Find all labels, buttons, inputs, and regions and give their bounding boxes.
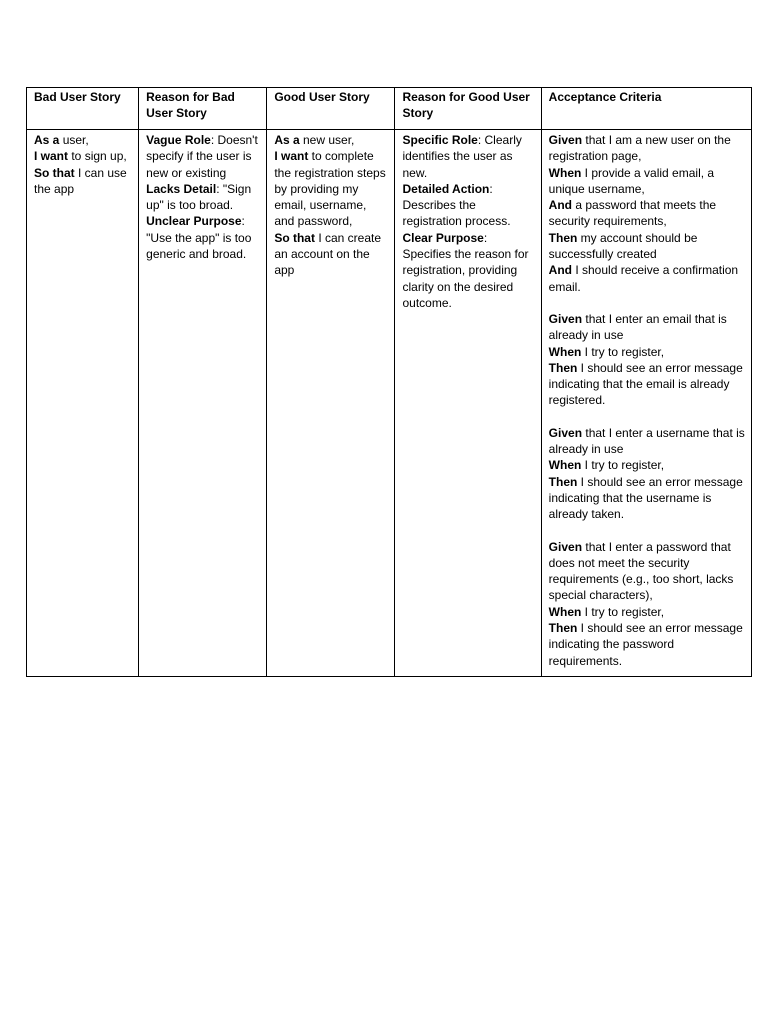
keyword: And	[548, 198, 572, 213]
criteria-line	[549, 262, 745, 295]
keyword: Then	[548, 621, 578, 636]
keyword: I want	[274, 149, 309, 164]
keyword: Given	[548, 425, 583, 440]
keyword: As a	[34, 133, 60, 147]
line-text: my account should be successfully created	[548, 230, 698, 262]
reason-line	[402, 181, 534, 230]
bad-story-line	[34, 132, 132, 148]
reason-title: Clear Purpose	[402, 230, 484, 245]
line-text: that I enter a username that is already in use	[548, 425, 745, 457]
header-good-user-story: Good User Story	[267, 88, 395, 130]
line-text: to complete the registration steps by providing my email, username, and password,	[274, 149, 386, 229]
scenario-block	[549, 539, 745, 669]
keyword: When	[548, 344, 582, 359]
line-text: I should receive a confirmation email.	[548, 263, 739, 294]
header-acceptance-criteria: Acceptance Criteria	[541, 88, 751, 130]
keyword: And	[548, 263, 572, 278]
line-text: that I am a new user on the registration page,	[548, 133, 731, 164]
scenario-block	[549, 311, 745, 409]
criteria-line	[549, 474, 745, 523]
header-reason-for-good: Reason for Good User Story	[395, 88, 541, 130]
table-header-row	[27, 88, 752, 130]
line-text: I should see an error message indicating the password requirements.	[548, 621, 743, 668]
line-text: I can create an account on the app	[274, 230, 382, 278]
reason-line	[146, 181, 260, 214]
reason-text: : Specifies the reason for registration, providing clarity on the desired outcome.	[402, 230, 529, 310]
cell-acceptance-criteria	[541, 130, 751, 677]
criteria-line	[549, 197, 745, 230]
reason-title: Vague Role	[146, 133, 211, 147]
line-text: a password that meets the security requirements,	[548, 198, 717, 229]
criteria-line	[549, 344, 745, 360]
keyword: As a	[274, 133, 300, 147]
keyword: I want	[34, 149, 69, 164]
keyword: So that	[274, 230, 315, 245]
reason-title: Detailed Action	[402, 181, 490, 196]
line-text: I try to register,	[581, 458, 665, 473]
keyword: Then	[548, 360, 578, 375]
user-story-table	[26, 87, 752, 677]
line-text: that I enter an email that is already in use	[548, 311, 727, 343]
keyword: When	[548, 604, 582, 619]
scenario-block	[549, 132, 745, 295]
line-text: I provide a valid email, a unique username,	[548, 165, 715, 196]
reason-text: : "Use the app" is too generic and broad.	[146, 214, 252, 262]
line-text: to sign up,	[68, 149, 127, 164]
line-text: I can use the app	[34, 165, 127, 196]
reason-text: : Describes the registration process.	[402, 181, 511, 229]
criteria-line	[549, 620, 745, 669]
reason-text: : "Sign up" is too broad.	[146, 181, 252, 213]
reason-text: : Clearly identifies the user as new.	[402, 133, 522, 180]
criteria-line	[549, 311, 745, 344]
keyword: So that	[34, 165, 75, 180]
keyword: When	[548, 458, 582, 473]
keyword: When	[548, 165, 582, 180]
line-text: I should see an error message indicating that the username is already taken.	[548, 474, 743, 522]
bad-story-line	[34, 165, 132, 198]
table-row	[27, 130, 752, 677]
reason-title: Specific Role	[402, 133, 478, 147]
scenario-block	[549, 425, 745, 523]
reason-line	[146, 132, 260, 181]
criteria-line	[549, 230, 745, 263]
line-text: that I enter a password that does not meet the security requirements (e.g., too short, lacks special characters),	[548, 539, 734, 603]
reason-text: : Doesn't specify if the user is new or existing	[146, 133, 258, 180]
keyword: Given	[548, 311, 583, 326]
reason-title: Lacks Detail	[146, 181, 217, 196]
keyword: Given	[548, 133, 583, 147]
cell-reason-for-bad	[139, 130, 267, 677]
good-story-line	[274, 230, 388, 279]
cell-bad-user-story	[27, 130, 139, 677]
line-text: I should see an error message indicating that the email is already registered.	[548, 360, 743, 408]
cell-reason-for-good	[395, 130, 541, 677]
criteria-line	[549, 360, 745, 409]
reason-line	[402, 230, 534, 311]
criteria-line	[549, 425, 745, 458]
criteria-line	[549, 604, 745, 620]
bad-story-line	[34, 148, 132, 164]
keyword: Then	[548, 230, 578, 245]
line-text: I try to register,	[581, 604, 665, 619]
line-text: new user,	[299, 133, 355, 147]
header-reason-for-bad: Reason for Bad User Story	[139, 88, 267, 130]
header-bad-user-story: Bad User Story	[27, 88, 139, 130]
reason-line	[146, 213, 260, 262]
keyword: Given	[548, 539, 583, 554]
criteria-line	[549, 132, 745, 165]
line-text: I try to register,	[581, 344, 665, 359]
reason-line	[402, 132, 534, 181]
criteria-line	[549, 165, 745, 198]
criteria-line	[549, 539, 745, 604]
line-text: user,	[59, 133, 89, 147]
cell-good-user-story	[267, 130, 395, 677]
criteria-line	[549, 457, 745, 473]
reason-title: Unclear Purpose	[146, 214, 242, 229]
good-story-line	[274, 148, 388, 229]
good-story-line	[274, 132, 388, 148]
keyword: Then	[548, 474, 578, 489]
